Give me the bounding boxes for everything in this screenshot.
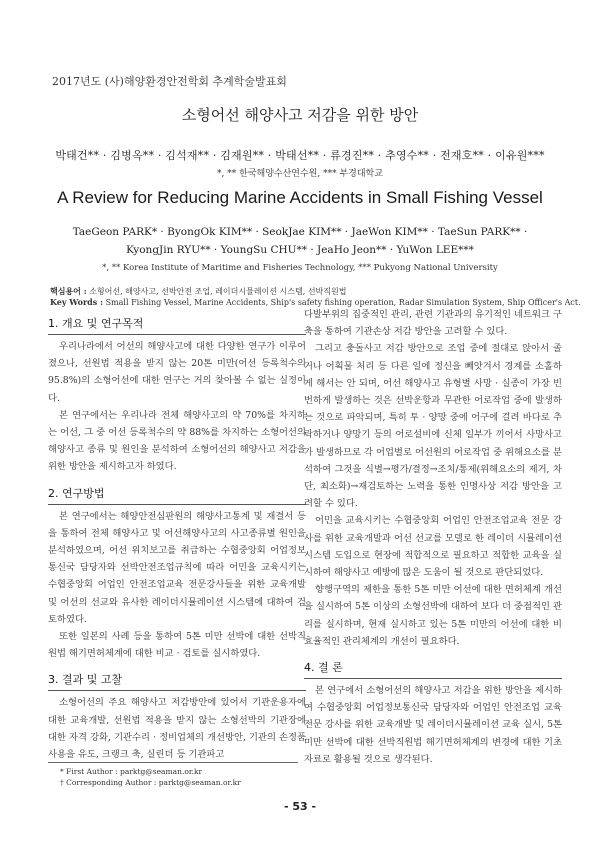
footnote-corresponding-author: † Corresponding Author : parktg@seaman.or.kr [60,778,241,787]
section-2-heading: 2. 연구방법 [48,486,306,505]
section-2-paragraph-1: 본 연구에서는 해양안전심판원의 해양사고통계 및 재결서 등을 통하여 전체 해양사고 및 어선해양사고의 사고종류별 원인을 분석하였으며, 어선 위치보고를 취급하는 수협중앙회 어업정보통신국 담당자와 선박안전조업규칙에 따라 어민을 교육시키는 수협중앙회 어업인 안전조업교육 전문강사들을 위한 교육개발 및 어선의 선교와 유사한 레이더시뮬레이션 시스템에 대하여 검토하였다. [48,510,306,625]
keywords-english-text: Small Fishing Vessel, Marine Accidents, Ship's safety fishing operation, Radar Simulation System, Ship Officer's Act. [105,298,581,307]
footnotes [48,762,298,788]
left-column [48,316,306,763]
footnote-first-author: * First Author : parktg@seaman.or.kr [60,767,203,776]
right-column [304,306,562,768]
section-3-heading: 3. 결과 및 고찰 [48,672,306,691]
conference-header: 2017년도 (사)해양환경안전학회 추계학술발표회 [52,75,287,88]
section-3-paragraph-2: 다발부위의 집중적인 관리, 관련 기관과의 유기적인 네트워크 구축을 통하여 기관손상 저감 방안을 고려할 수 있다. [304,309,562,338]
section-2-paragraph-2: 또한 일본의 사례 등을 통하여 5톤 미만 선박에 대한 선박직원법 해기면허체계에 대한 비교 · 검토를 실시하였다. [48,631,306,660]
english-affiliation: *, ** Korea Institute of Maritime and Fisheries Technology, *** Pukyong National University [102,263,498,273]
section-3-paragraph-3: 그리고 충돌사고 저감 방안으로 조업 중에 절대로 앉아서 졸거나 어획물 처리 등 다른 일에 정신을 빼앗겨서 경계를 소홀하게 해서는 안 되며, 어선 해양사고 유형별 사망 · 실종이 가장 빈번하게 발생하는 것은 선박운항과 무관한 어로작업 중에 발생하는 것으로 파악되며, 특히 투 · 양망 중에 어구에 걸려 바다로 추락하거나 양망기 등의 어로설비에 신체 일부가 끼어서 사망사고가 발생하므로 각 어업별로 어선원의 어로작업 중 위해요소를 분석하여 그것을 식별→평가/결정→조치/통제(위해요소의 제거, 차단, 최소화)→재검토하는 노력을 통한 인명사상 저감 방안을 고려할 수 있다. [304,343,562,510]
section-3-paragraph-4: 어민을 교육시키는 수협중앙회 어업인 안전조업교육 전문 강사를 위한 교육개발과 어선 선교를 모델로 한 레이더 시뮬레이션 시스템 도입으로 현장에 적합적으로 필요하고 적합한 교육을 실시하여 해양사고 예방에 많은 도움이 될 것으로 판단되었다. [304,515,562,579]
section-1-heading: 1. 개요 및 연구목적 [48,316,306,335]
english-authors-line-2: KyongJin RYU** · YoungSu CHU** · JeaHo Jeon** · YuWon LEE*** [126,244,474,256]
section-1-paragraph-1: 우리나라에서 어선의 해양사고에 대한 다양한 연구가 이루어졌으나, 선원법 적용을 받지 않는 20톤 미만(어선 등록척수의 95.8%)의 소형어선에 대한 연구는 거의 찾아볼 수 없는 실정이다. [48,341,306,404]
korean-title: 소형어선 해양사고 저감을 위한 방안 [181,106,419,124]
section-3-paragraph-5: 향행구역의 제한을 통한 5톤 미만 어선에 대한 면허체계 개선을 실시하여 5톤 이상의 소형선박에 대하여 보다 더 중점적인 관리를 실시하며, 현재 실시하고 있는 5톤 미만의 어선에 대한 비효율적인 관리체계의 개선이 필요하다. [304,584,562,647]
korean-authors: 박태건** · 김병옥** · 김석재** · 김재원** · 박태선** · 류경진** · 추영수** · 전재호** · 이유원*** [55,149,545,162]
section-3-paragraph-1: 소형어선의 주요 해양사고 저감방안에 있어서 기관운용자에 대한 교육개발, 선원법 적용을 받지 않는 소형선박의 기관장에 대한 자격 강화, 기관수리 · 정비업체의 개선방안, 기관의 손정품 사용을 유도, 크랭크 축, 실린더 등 기관파고 [48,697,306,761]
section-4-heading: 4. 결 론 [304,660,562,679]
english-title: A Review for Reducing Marine Accidents in Small Fishing Vessel [57,188,543,207]
keywords-korean-text: 소형어선, 해양사고, 선박안전 조업, 레이더시뮬레이션 시스템, 선박직원법 [89,287,347,296]
page-number: - 53 - [283,800,317,813]
section-4-paragraph-1: 본 연구에서 소형어선의 해양사고 저감을 위한 방안을 제시하여 수협중앙회 어업정보통신국 담당자와 어업인 안전조업 교육 전문 강사를 위한 교육개발 및 레이더시뮬레이션 교육 실시, 5톤 미만 선박에 대한 선박직원법 해기면허체계의 변경에 대한 기초자료로 활용될 것으로 생각된다. [304,685,562,765]
section-1-paragraph-2: 본 연구에서는 우리나라 전체 해양사고의 약 70%를 차지하는 어선, 그 중 어선 등록척수의 약 88%를 차지하는 소형어선의 해양사고 종류 및 원인을 분석하여 소형어선의 해양사고 저감을 위한 방안을 제시하고자 하였다. [48,409,306,473]
keywords-korean-label: 핵심용어 : [50,286,87,296]
korean-affiliation: *, ** 한국해양수산연수원, *** 부경대학교 [217,169,383,179]
english-authors-line-1: TaeGeon PARK* · ByongOk KIM** · SeokJae KIM** · JaeWon KIM** · TaeSun PARK** · [72,226,528,238]
keywords-english-label: Key Words : [50,297,104,307]
keywords-korean [50,286,346,297]
